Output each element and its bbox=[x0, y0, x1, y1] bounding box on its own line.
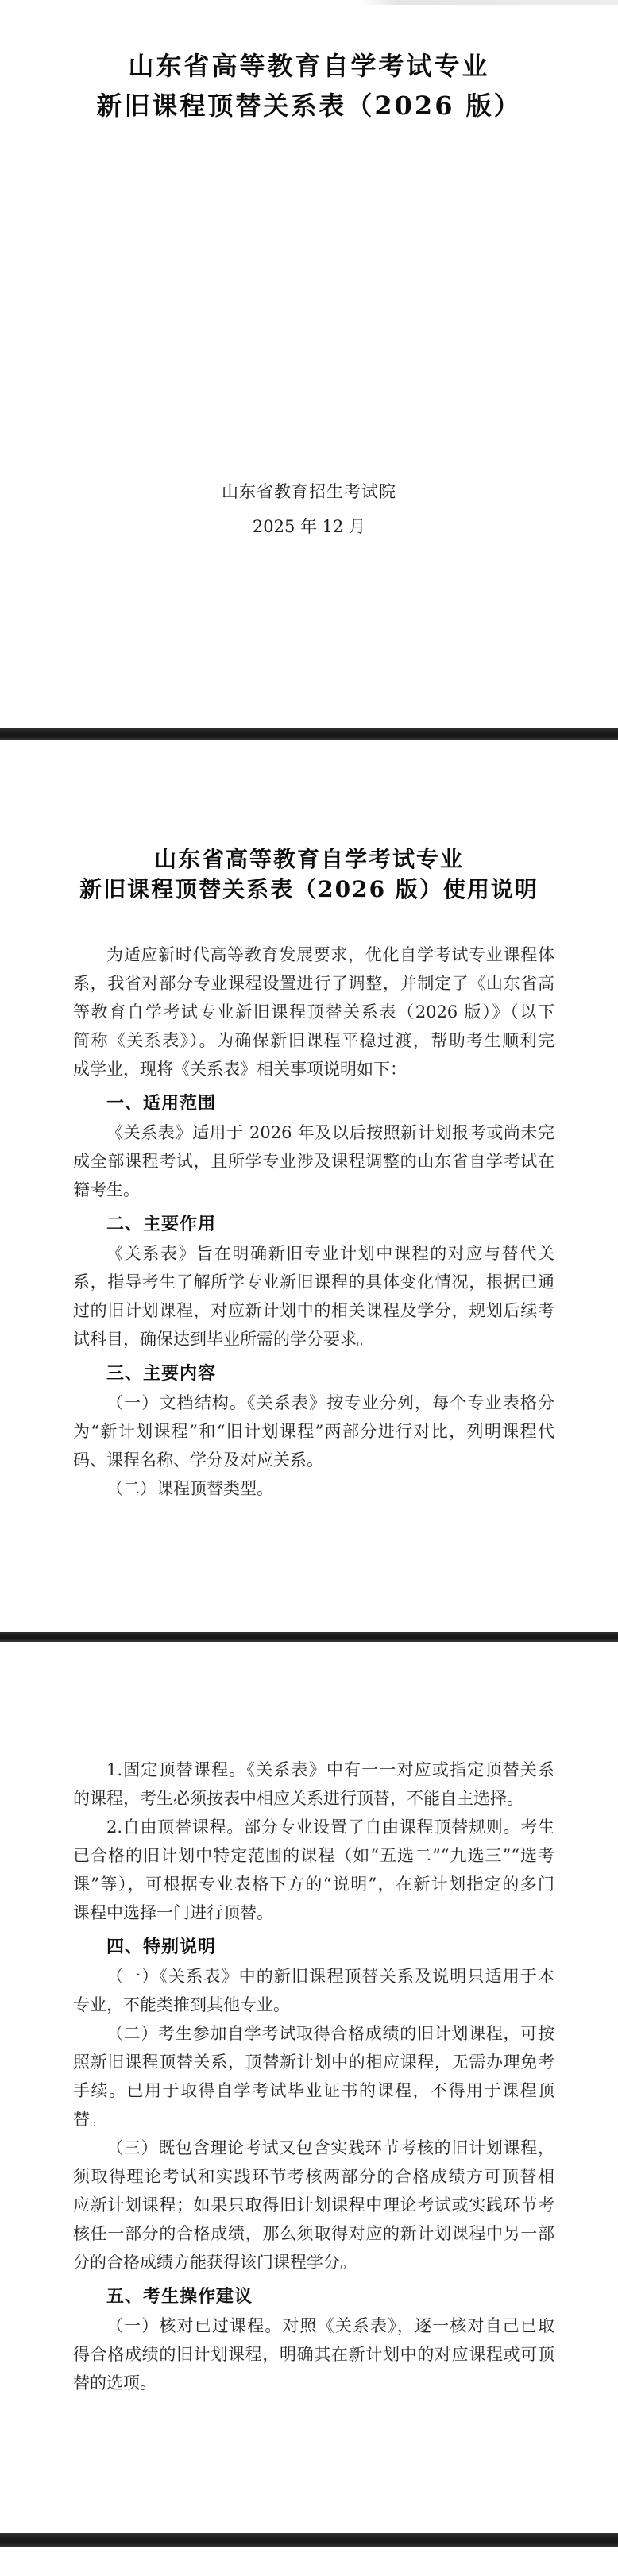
text-line: 简称《关系表》）。为确保新旧课程平稳过渡，帮助考生顺利完 bbox=[73, 1031, 554, 1050]
next-page-sliver bbox=[0, 2547, 618, 2576]
text-line: 替的选项。 bbox=[73, 2373, 156, 2393]
continuation-page bbox=[0, 1642, 618, 2533]
cover-publisher: 山东省教育招生考试院 bbox=[222, 482, 396, 501]
cover-date: 2025 年 12 月 bbox=[252, 517, 366, 536]
text-line: 码、课程名称、学分及对应关系。 bbox=[73, 1450, 323, 1470]
text-line: 《关系表》适用于 2026 年及以后按照新计划报考或尚未完 bbox=[106, 1123, 554, 1142]
text-line: 分的合格成绩方能获得该门课程学分。 bbox=[73, 2253, 357, 2272]
section-heading: 三、主要内容 bbox=[106, 1364, 217, 1384]
cover-title-line2: 新旧课程顶替关系表（2026 版） bbox=[96, 91, 522, 121]
text-line: 照新旧课程顶替关系，顶替新计划中的相应课程，无需办理免考 bbox=[73, 2053, 554, 2072]
text-line: 籍考生。 bbox=[73, 1180, 140, 1199]
text-line: （二）考生参加自学考试取得合格成绩的旧计划课程，可按 bbox=[106, 2024, 554, 2043]
section-heading: 五、考生操作建议 bbox=[106, 2287, 253, 2307]
text-line: 课程中选择一门进行顶替。 bbox=[73, 1903, 273, 1922]
text-line: 的课程，考生必须按表中相应关系进行顶替，不能自主选择。 bbox=[73, 1789, 523, 1808]
text-line: 系，指导考生了解所学专业新旧课程的具体变化情况，根据已通 bbox=[73, 1273, 554, 1292]
instructions-page bbox=[0, 740, 618, 1632]
text-line: 试科目，确保达到毕业所需的学分要求。 bbox=[73, 1330, 373, 1349]
text-line: 手续。已用于取得自学考试毕业证书的课程，不得用于课程顶替。 bbox=[73, 2081, 554, 2129]
text-line: 成学业，现将《关系表》相关事项说明如下： bbox=[73, 1060, 407, 1079]
text-line: （二）课程顶替类型。 bbox=[106, 1479, 273, 1498]
page-separator bbox=[0, 2533, 618, 2547]
cover-title bbox=[0, 46, 618, 126]
page-separator bbox=[0, 728, 618, 740]
page-separator bbox=[0, 1632, 618, 1642]
section-heading: 一、适用范围 bbox=[106, 1094, 217, 1114]
cover-page bbox=[0, 0, 618, 728]
text-line: 为“新计划课程”和“旧计划课程”两部分进行对比，列明课程代 bbox=[73, 1422, 554, 1441]
text-line: 应新计划课程；如果只取得旧计划课程中理论考试或实践环节考 bbox=[73, 2196, 554, 2215]
text-line: （三）既包含理论考试又包含实践环节考核的旧计划课程， bbox=[106, 2138, 554, 2157]
top-edge-shadow bbox=[360, 0, 618, 5]
text-line: 课”等），可根据专业表格下方的“说明”，在新计划指定的多门 bbox=[73, 1875, 554, 1894]
text-line: 已合格的旧计划中特定范围的课程（如“五选二”“九选三”“选考 bbox=[73, 1846, 554, 1865]
text-line: 等教育自学考试专业新旧课程顶替关系表（2026 版）》（以下 bbox=[73, 1002, 554, 1022]
text-line: 《关系表》旨在明确新旧专业计划中课程的对应与替代关 bbox=[106, 1244, 554, 1263]
text-line: 为适应新时代高等教育发展要求，优化自学考试专业课程体 bbox=[106, 945, 554, 964]
section-heading: 四、特别说明 bbox=[106, 1937, 217, 1957]
text-line: 须取得理论考试和实践环节考核两部分的合格成绩方可顶替相 bbox=[73, 2167, 554, 2186]
instructions-body bbox=[73, 940, 554, 1503]
text-line: 专业，不能类推到其他专业。 bbox=[73, 1995, 290, 2014]
continuation-body bbox=[73, 1755, 554, 2397]
cover-title-line1: 山东省高等教育自学考试专业 bbox=[128, 51, 490, 81]
text-line: 得合格成绩的旧计划课程，明确其在新计划中的对应课程或可顶 bbox=[73, 2345, 554, 2364]
instructions-title bbox=[0, 844, 618, 905]
text-line: 系，我省对部分专业课程设置进行了调整，并制定了《山东省高 bbox=[73, 974, 554, 993]
text-line: （一）核对已过课程。对照《关系表》，逐一核对自己已取 bbox=[106, 2316, 554, 2335]
section-heading: 二、主要作用 bbox=[106, 1215, 217, 1234]
text-line: 核任一部分的合格成绩，那么须取得对应的新计划课程中另一部 bbox=[73, 2224, 554, 2243]
text-line: 2.自由顶替课程。部分专业设置了自由课程顶替规则。考生 bbox=[106, 1817, 554, 1836]
text-line: （一）《关系表》中的新旧课程顶替关系及说明只适用于本 bbox=[106, 1967, 554, 1986]
instructions-title-line1: 山东省高等教育自学考试专业 bbox=[153, 846, 464, 872]
text-line: 成全部课程考试，且所学专业涉及课程调整的山东省自学考试在 bbox=[73, 1152, 554, 1171]
text-line: 1.固定顶替课程。《关系表》中有一一对应或指定顶替关系 bbox=[106, 1760, 554, 1779]
text-line: 过的旧计划课程，对应新计划中的相关课程及学分，规划后续考 bbox=[73, 1301, 554, 1320]
text-line: （一）文档结构。《关系表》按专业分列，每个专业表格分 bbox=[106, 1393, 554, 1412]
instructions-title-line2: 新旧课程顶替关系表（2026 版）使用说明 bbox=[79, 876, 539, 902]
